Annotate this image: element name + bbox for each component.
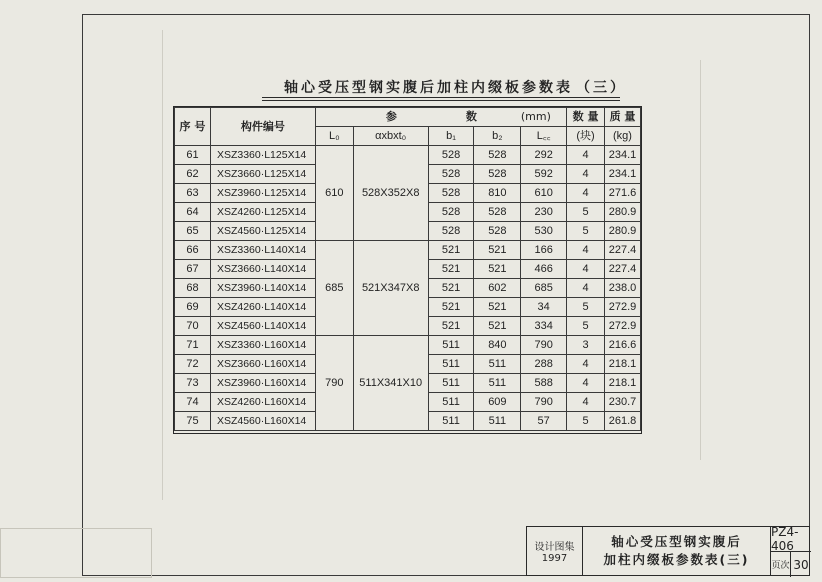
row-Lcc: 592: [521, 165, 567, 184]
row-code: XSZ4560·L160X14: [210, 412, 315, 431]
page-label: 页次: [771, 552, 791, 577]
row-b2: 521: [474, 298, 521, 317]
header-b1: b₁: [428, 127, 474, 146]
header-Lcc: L꜀꜀: [521, 127, 567, 146]
row-index: 64: [175, 203, 211, 222]
row-b1: 511: [428, 412, 474, 431]
row-index: 69: [175, 298, 211, 317]
row-code: XSZ4560·L140X14: [210, 317, 315, 336]
row-mass: 227.4: [605, 260, 641, 279]
row-mass: 280.9: [605, 222, 641, 241]
row-b2: 840: [474, 336, 521, 355]
table-row: [175, 241, 641, 260]
row-code: XSZ4560·L125X14: [210, 222, 315, 241]
row-Lcc: 610: [521, 184, 567, 203]
row-Lcc: 166: [521, 241, 567, 260]
header-L0: L₀: [315, 127, 353, 146]
header-qty: 数 量: [567, 108, 605, 127]
row-code: XSZ3360·L140X14: [210, 241, 315, 260]
row-b1: 521: [428, 241, 474, 260]
row-code: XSZ3960·L140X14: [210, 279, 315, 298]
row-b1: 528: [428, 146, 474, 165]
row-b2: 521: [474, 317, 521, 336]
row-b1: 511: [428, 336, 474, 355]
row-mass: 272.9: [605, 298, 641, 317]
header-params-left: 参: [385, 110, 397, 123]
row-b1: 528: [428, 165, 474, 184]
row-qty: 4: [567, 241, 605, 260]
row-index: 61: [175, 146, 211, 165]
row-Lcc: 230: [521, 203, 567, 222]
row-index: 63: [175, 184, 211, 203]
set-label: 设计图集: [534, 542, 575, 553]
row-index: 71: [175, 336, 211, 355]
row-b1: 521: [428, 279, 474, 298]
row-Lcc: 466: [521, 260, 567, 279]
row-Lcc: 334: [521, 317, 567, 336]
group-plate: 521X347X8: [353, 241, 428, 336]
row-b2: 511: [474, 374, 521, 393]
row-index: 70: [175, 317, 211, 336]
group-L0: 685: [315, 241, 353, 336]
row-b1: 511: [428, 355, 474, 374]
drawing-name-line2: 加柱内缀板参数表(三): [603, 552, 750, 567]
row-mass: 272.9: [605, 317, 641, 336]
row-index: 72: [175, 355, 211, 374]
row-b2: 511: [474, 412, 521, 431]
row-index: 75: [175, 412, 211, 431]
table-title: [262, 74, 627, 100]
row-Lcc: 34: [521, 298, 567, 317]
row-mass: 218.1: [605, 355, 641, 374]
header-axbxt: αxbxt₀: [353, 127, 428, 146]
title-underline: [262, 97, 620, 98]
row-index: 74: [175, 393, 211, 412]
title-underline-thin: [262, 100, 620, 101]
row-mass: 218.1: [605, 374, 641, 393]
row-qty: 5: [567, 317, 605, 336]
parameter-table: [174, 107, 641, 431]
row-b1: 511: [428, 393, 474, 412]
row-code: XSZ3660·L160X14: [210, 355, 315, 374]
header-mass-unit: (kg): [605, 127, 641, 146]
group-plate: 511X341X10: [353, 336, 428, 431]
row-qty: 4: [567, 279, 605, 298]
title-block-name: [583, 527, 771, 575]
row-b2: 528: [474, 165, 521, 184]
row-code: XSZ3360·L160X14: [210, 336, 315, 355]
drawing-name-line1: 轴心受压型钢实腹后: [611, 534, 742, 549]
row-qty: 4: [567, 260, 605, 279]
row-Lcc: 790: [521, 393, 567, 412]
row-mass: 280.9: [605, 203, 641, 222]
row-qty: 4: [567, 374, 605, 393]
row-index: 65: [175, 222, 211, 241]
page-number: 30: [793, 557, 809, 572]
row-b1: 521: [428, 260, 474, 279]
row-index: 67: [175, 260, 211, 279]
row-b1: 528: [428, 203, 474, 222]
bleed-through-left: [92, 30, 163, 500]
row-code: XSZ3360·L125X14: [210, 146, 315, 165]
header-index: 序 号: [175, 108, 211, 146]
row-code: XSZ3660·L140X14: [210, 260, 315, 279]
row-qty: 5: [567, 298, 605, 317]
header-params-unit: (mm): [520, 110, 551, 123]
row-qty: 3: [567, 336, 605, 355]
table-row: [175, 146, 641, 165]
row-qty: 4: [567, 146, 605, 165]
row-qty: 4: [567, 165, 605, 184]
row-code: XSZ3960·L160X14: [210, 374, 315, 393]
table-row: [175, 336, 641, 355]
row-qty: 4: [567, 393, 605, 412]
header-qty-unit: (块): [567, 127, 605, 146]
row-b2: 528: [474, 222, 521, 241]
row-index: 62: [175, 165, 211, 184]
row-qty: 5: [567, 412, 605, 431]
header-params-right: 数: [465, 110, 477, 123]
row-Lcc: 790: [521, 336, 567, 355]
set-year: 1997: [541, 553, 568, 564]
row-Lcc: 292: [521, 146, 567, 165]
row-code: XSZ4260·L160X14: [210, 393, 315, 412]
title-main: 轴心受压型钢实腹后加柱内缀板参数表: [284, 80, 573, 96]
row-index: 68: [175, 279, 211, 298]
row-qty: 4: [567, 355, 605, 374]
previous-page-stamp: [0, 528, 152, 578]
row-index: 66: [175, 241, 211, 260]
row-code: XSZ4260·L125X14: [210, 203, 315, 222]
row-index: 73: [175, 374, 211, 393]
row-Lcc: 685: [521, 279, 567, 298]
row-b1: 528: [428, 184, 474, 203]
row-b2: 609: [474, 393, 521, 412]
row-qty: 4: [567, 184, 605, 203]
row-b2: 528: [474, 203, 521, 222]
row-code: XSZ3960·L125X14: [210, 184, 315, 203]
bleed-through-right: [700, 60, 801, 460]
row-code: XSZ3660·L125X14: [210, 165, 315, 184]
row-Lcc: 57: [521, 412, 567, 431]
row-b2: 521: [474, 260, 521, 279]
row-mass: 216.6: [605, 336, 641, 355]
row-b1: 511: [428, 374, 474, 393]
row-mass: 230.7: [605, 393, 641, 412]
row-b2: 810: [474, 184, 521, 203]
header-code: 构件编号: [210, 108, 315, 146]
row-Lcc: 530: [521, 222, 567, 241]
row-mass: 271.6: [605, 184, 641, 203]
row-b2: 511: [474, 355, 521, 374]
header-mass: 质 量: [605, 108, 641, 127]
row-b1: 521: [428, 298, 474, 317]
row-code: XSZ4260·L140X14: [210, 298, 315, 317]
row-Lcc: 288: [521, 355, 567, 374]
title-block: [526, 526, 810, 576]
header-params: [315, 108, 566, 127]
group-L0: 610: [315, 146, 353, 241]
row-b2: 521: [474, 241, 521, 260]
title-block-set: [527, 527, 583, 575]
row-mass: 261.8: [605, 412, 641, 431]
group-L0: 790: [315, 336, 353, 431]
drawing-code: PZ4-406: [771, 527, 811, 552]
row-b1: 521: [428, 317, 474, 336]
row-mass: 238.0: [605, 279, 641, 298]
row-b2: 602: [474, 279, 521, 298]
row-qty: 5: [567, 222, 605, 241]
row-Lcc: 588: [521, 374, 567, 393]
row-mass: 234.1: [605, 165, 641, 184]
title-suffix: （三）: [576, 80, 627, 96]
row-b1: 528: [428, 222, 474, 241]
row-mass: 227.4: [605, 241, 641, 260]
row-qty: 5: [567, 203, 605, 222]
row-mass: 234.1: [605, 146, 641, 165]
header-b2: b₂: [474, 127, 521, 146]
row-b2: 528: [474, 146, 521, 165]
group-plate: 528X352X8: [353, 146, 428, 241]
